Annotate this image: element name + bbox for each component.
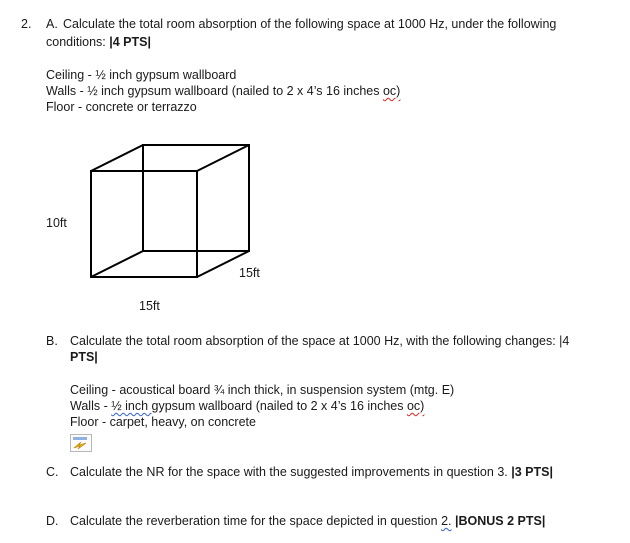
part-a-walls-oc: oc) [382, 84, 401, 98]
part-b-letter: B. [46, 334, 58, 348]
part-a-floor: Floor - concrete or terrazzo [46, 100, 197, 114]
part-b-line2: PTS| [70, 350, 98, 364]
autocorrect-options-icon[interactable] [70, 434, 92, 452]
part-b-walls-oc: oc) [406, 399, 425, 413]
cube-edge-bottom-left [91, 251, 143, 277]
part-d-text: Calculate the reverberation time for the space depicted in question [70, 514, 442, 528]
part-a-line1: Calculate the total room absorption of the following space at 1000 Hz, under the following [63, 17, 557, 31]
dim-depth-label: 15ft [239, 266, 260, 280]
part-b-walls-half-inch: ½ inch [111, 399, 152, 413]
part-d-line [70, 513, 545, 529]
cube-edge-top-right [197, 145, 249, 171]
part-c-text: Calculate the NR for the space with the suggested improvements in question 3. [70, 465, 512, 479]
part-c-letter: C. [46, 465, 59, 479]
part-d-question-ref: 2. [441, 514, 452, 528]
question-number: 2. [21, 17, 32, 31]
cube-edge-top-left [91, 145, 143, 171]
part-b-walls-post: gypsum wallboard (nailed to 2 x 4’s 16 inches [151, 399, 407, 413]
part-a-letter: A. [46, 17, 58, 31]
part-d-points: |BONUS 2 PTS| [451, 514, 546, 528]
part-b-floor: Floor - carpet, heavy, on concrete [70, 415, 256, 429]
part-c-line [70, 464, 553, 480]
part-b-walls-pre: Walls - [70, 399, 112, 413]
part-a-points: |4 PTS| [109, 35, 151, 49]
part-b-walls [70, 398, 424, 414]
part-a-walls-text: Walls - ½ inch gypsum wallboard (nailed to 2 x 4’s 16 inches [46, 84, 383, 98]
part-a-line2-text: conditions: [46, 35, 110, 49]
dim-width-label: 15ft [139, 299, 160, 313]
part-c-points: |3 PTS| [511, 465, 553, 479]
part-a-ceiling: Ceiling - ½ inch gypsum wallboard [46, 68, 237, 82]
dim-height-label: 10ft [46, 216, 67, 230]
part-b-line1: Calculate the total room absorption of the space at 1000 Hz, with the following changes: |4 [70, 334, 570, 348]
part-b-ceiling: Ceiling - acoustical board ¾ inch thick, in suspension system (mtg. E) [70, 383, 455, 397]
part-d-letter: D. [46, 514, 59, 528]
